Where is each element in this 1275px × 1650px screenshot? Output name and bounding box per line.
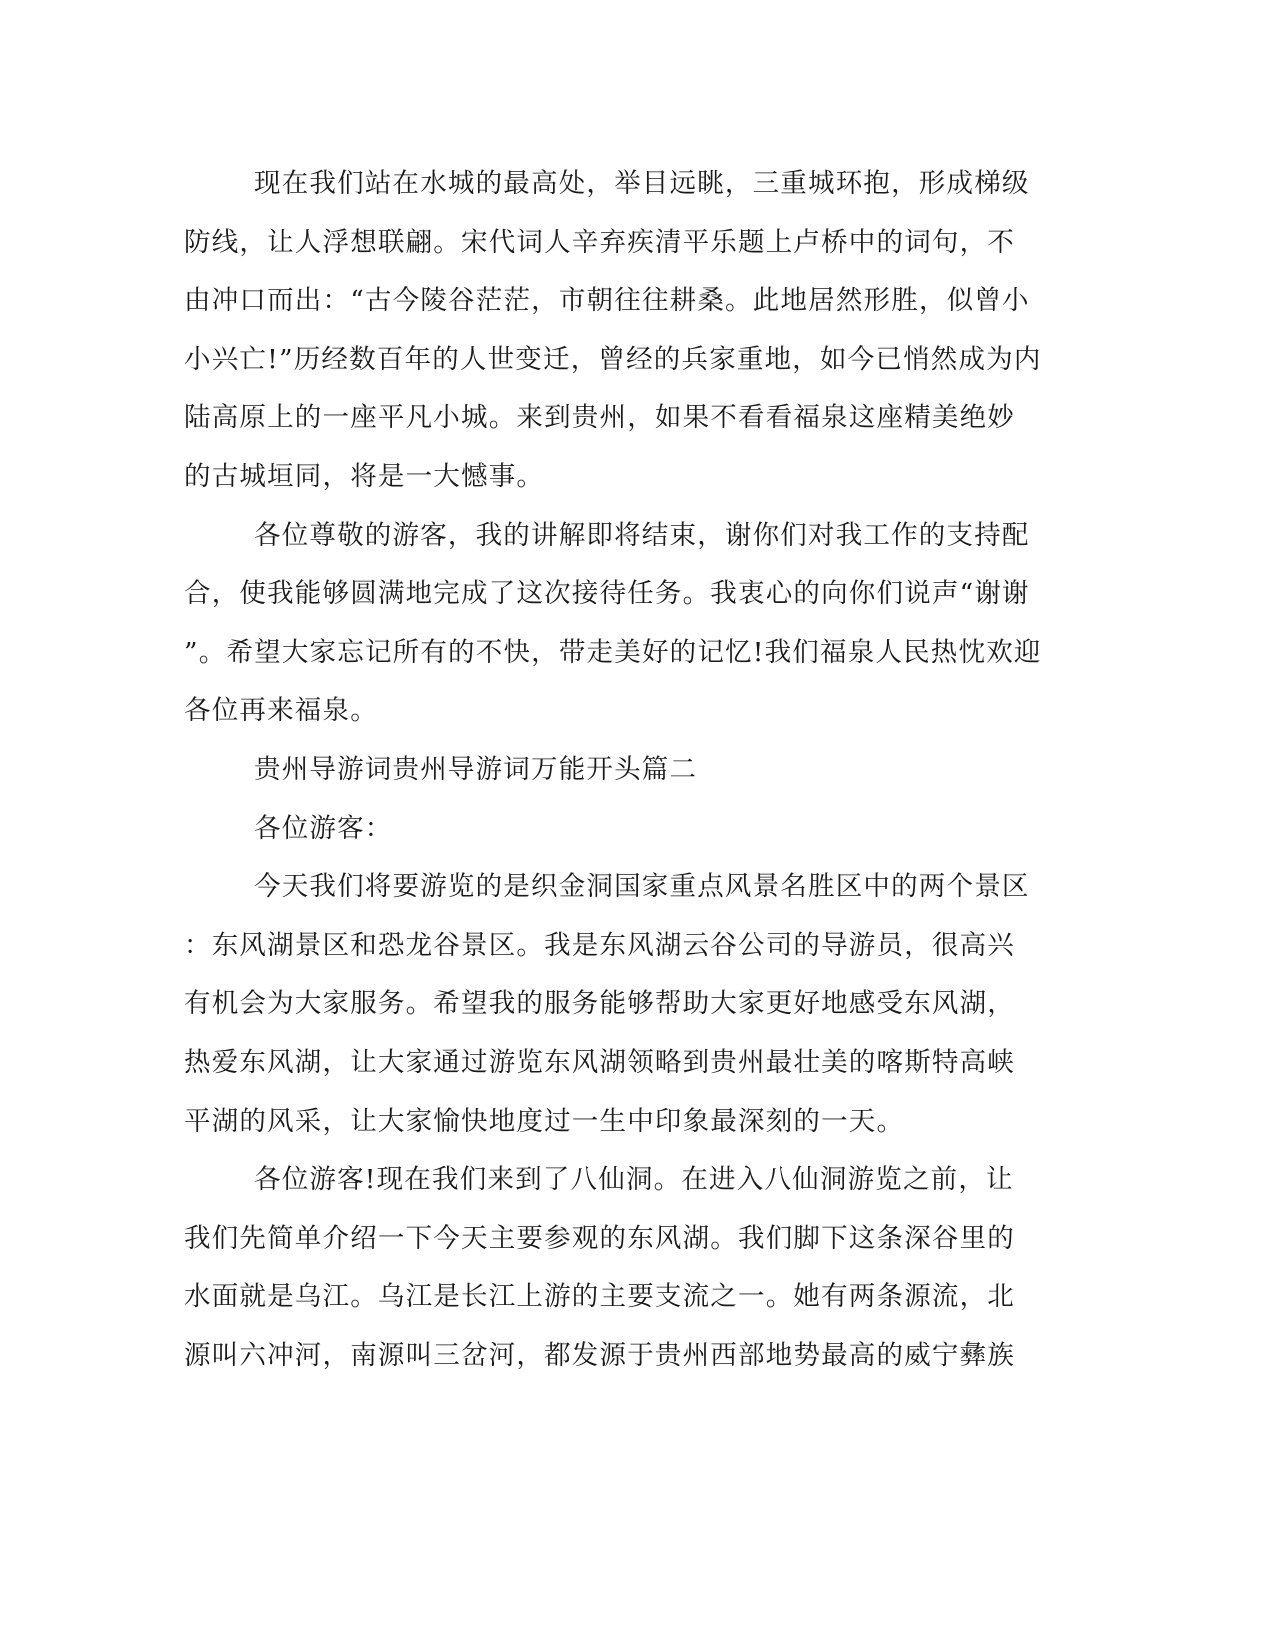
text-line: 防线，让人浮想联翩。宋代词人辛弃疾清平乐题上卢桥中的词句，不 bbox=[184, 226, 1015, 258]
text-line: 合，使我能够圆满地完成了这次接待任务。我衷心的向你们说声“谢谢 bbox=[184, 578, 1030, 610]
section-heading: 贵州导游词贵州导游词万能开头篇二 bbox=[254, 753, 698, 785]
text-line: 陆高原上的一座平凡小城。来到贵州，如果不看看福泉这座精美绝妙 bbox=[184, 402, 1015, 434]
document-body bbox=[184, 155, 1042, 1385]
text-line: 各位尊敬的游客，我的讲解即将结束，谢你们对我工作的支持配 bbox=[254, 519, 1030, 551]
text-line: 今天我们将要游览的是织金洞国家重点风景名胜区中的两个景区 bbox=[254, 871, 1030, 903]
text-line: 各位再来福泉。 bbox=[184, 695, 378, 727]
text-line: ：东风湖景区和恐龙谷景区。我是东风湖云谷公司的导游员，很高兴 bbox=[184, 929, 1015, 961]
text-line: 小兴亡!”历经数百年的人世变迁，曾经的兵家重地，如今已悄然成为内 bbox=[184, 343, 1042, 375]
text-line: 我们先简单介绍一下今天主要参观的东风湖。我们脚下这条深谷里的 bbox=[184, 1222, 1015, 1254]
text-line: 源叫六冲河，南源叫三岔河，都发源于贵州西部地势最高的威宁彝族 bbox=[184, 1339, 1015, 1371]
text-line: ”。希望大家忘记所有的不快，带走美好的记忆!我们福泉人民热忱欢迎 bbox=[184, 636, 1042, 668]
greeting-line: 各位游客： bbox=[254, 812, 393, 844]
text-line: 现在我们站在水城的最高处，举目远眺，三重城环抱，形成梯级 bbox=[254, 168, 1030, 199]
text-line: 由冲口而出：“古今陵谷茫茫，市朝往往耕桑。此地居然形胜，似曾小 bbox=[184, 285, 1030, 317]
text-line: 水面就是乌江。乌江是长江上游的主要支流之一。她有两条源流，北 bbox=[184, 1281, 1015, 1313]
text-line: 的古城垣同，将是一大憾事。 bbox=[184, 460, 545, 492]
text-line: 平湖的风采，让大家愉快地度过一生中印象最深刻的一天。 bbox=[184, 1105, 905, 1137]
text-line: 各位游客!现在我们来到了八仙洞。在进入八仙洞游览之前，让 bbox=[254, 1164, 1014, 1196]
text-line: 热爱东风湖，让大家通过游览东风湖领略到贵州最壮美的喀斯特高峡 bbox=[184, 1046, 1015, 1078]
text-line: 有机会为大家服务。希望我的服务能够帮助大家更好地感受东风湖， bbox=[184, 988, 1015, 1020]
